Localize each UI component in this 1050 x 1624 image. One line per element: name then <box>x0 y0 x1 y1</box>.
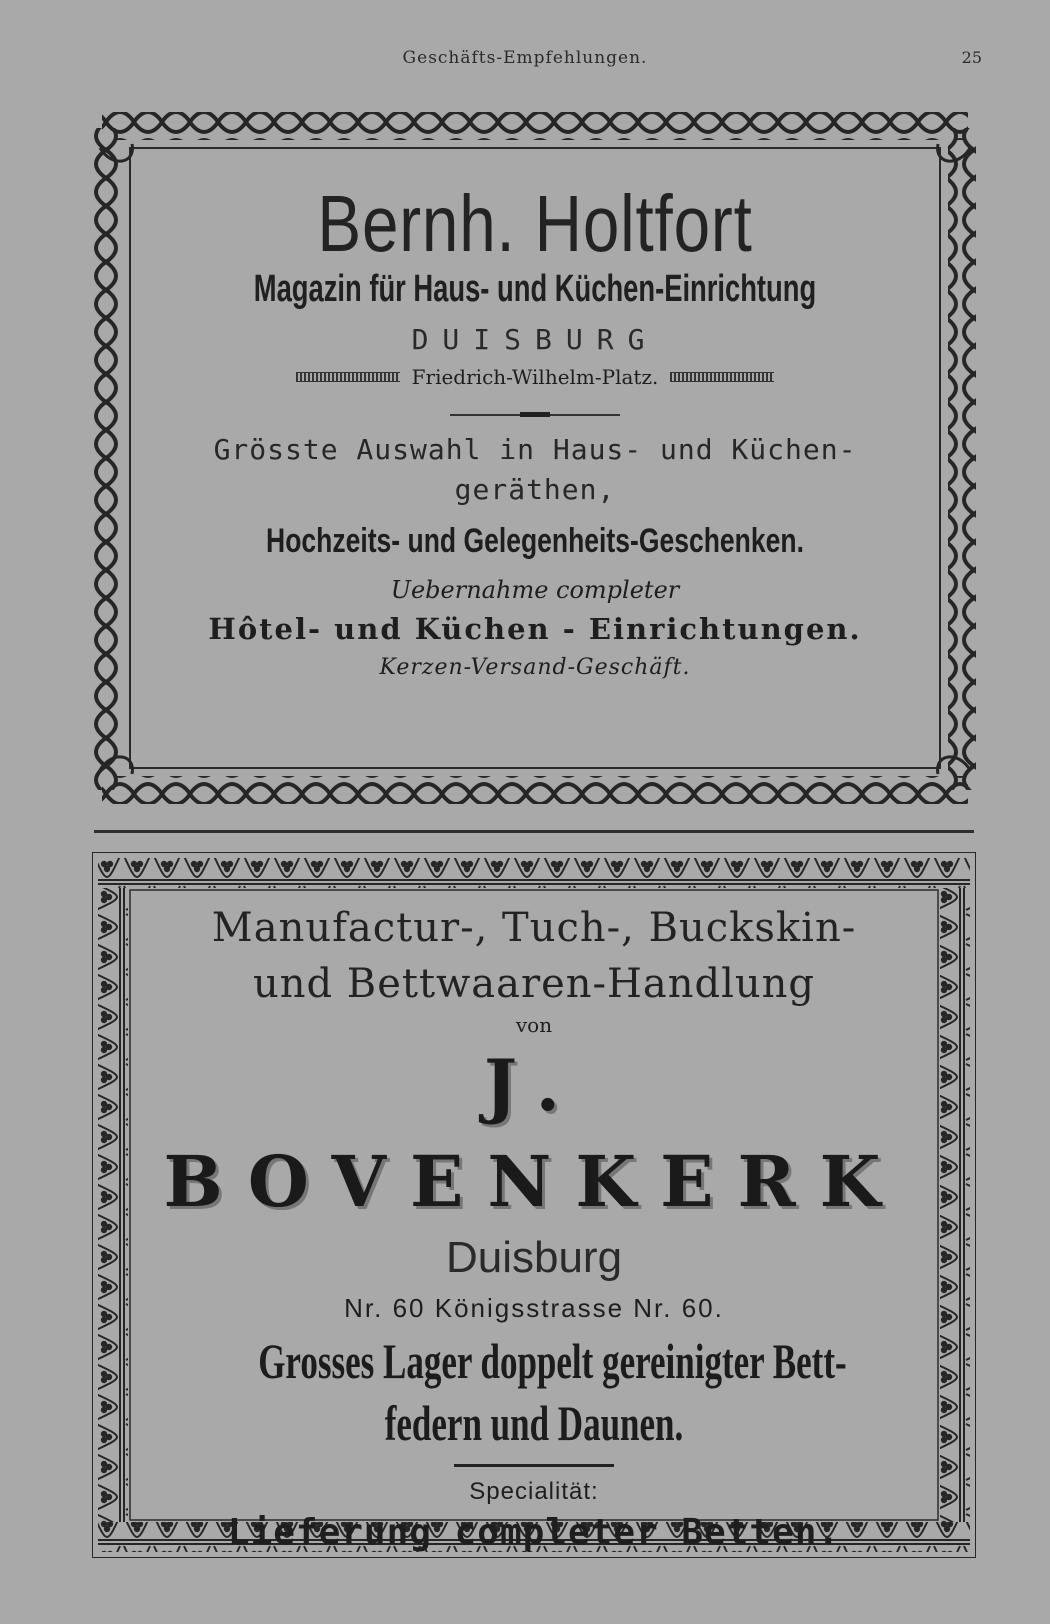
running-head: Geschäfts-Empfehlungen. <box>402 48 648 68</box>
trade-line-2: und Bettwaaren-Handlung <box>252 961 816 1007</box>
city-name: DUISBURG <box>411 323 659 356</box>
street-address: Friedrich-Wilhelm-Platz. <box>411 365 659 389</box>
separator-rule <box>94 830 974 833</box>
advert-bovenkerk <box>92 852 976 1558</box>
advert-holtfort <box>92 108 978 810</box>
stock-line-2: federn und Daunen. <box>384 1395 684 1451</box>
dotted-ornament-right <box>670 372 774 382</box>
street-address: Nr. 60 Königsstrasse Nr. 60. <box>344 1293 724 1323</box>
speciality-label: Specialität: <box>469 1478 599 1505</box>
page-header <box>0 48 1050 78</box>
decorative-rule <box>450 414 620 416</box>
offer-line-2: geräthen, <box>454 473 616 506</box>
decorative-rule <box>454 1464 614 1467</box>
von-label: von <box>515 1013 553 1037</box>
company-subtitle: Magazin für Haus- und Küchen-Einrichtung <box>253 268 817 310</box>
dotted-ornament-left <box>296 372 400 382</box>
offer-line-5: Hôtel- und Küchen - Einrichtungen. <box>208 612 862 646</box>
city-name: Duisburg <box>445 1233 623 1282</box>
offer-line-4: Uebernahme completer <box>390 576 680 604</box>
offer-line-6: Kerzen-Versand-Geschäft. <box>379 655 691 680</box>
advert-holtfort-content <box>140 168 930 768</box>
offer-line-1: Grösste Auswahl in Haus- und Küchen- <box>213 433 857 466</box>
trade-line-1: Manufactur-, Tuch-, Buckskin- <box>211 905 857 951</box>
street-row <box>140 362 930 392</box>
offer-line-3: Hochzeits- und Gelegenheits-Geschenken. <box>266 522 804 560</box>
company-name: Bernh. Holtfort <box>317 179 753 268</box>
stock-line-1: Grosses Lager doppelt gereinigter Bett- <box>258 1333 847 1389</box>
page-number: 25 <box>961 48 982 67</box>
company-name: J. BOVENKERK <box>163 1044 905 1223</box>
advert-bovenkerk-content <box>140 900 928 1553</box>
speciality-text: Lieferung completer Betten. <box>227 1512 841 1553</box>
